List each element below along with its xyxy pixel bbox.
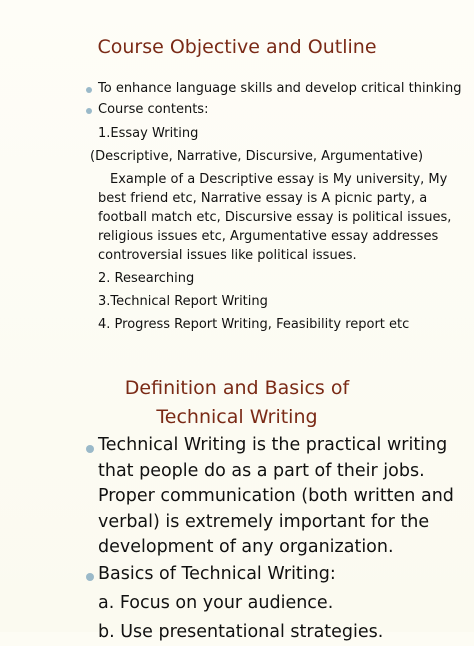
essay-types: (Descriptive, Narrative, Discursive, Argumentative) [90,149,424,164]
bullet-icon [86,445,94,453]
content-item-researching: 2. Researching [98,271,195,286]
slide-technical-writing [0,362,474,642]
bullet-icon [86,108,92,114]
point-focus-audience: a. Focus on your audience. [98,593,334,613]
content-item-technical-report: 3.Technical Report Writing [98,294,268,309]
slide-title-line: Technical Writing [156,406,318,428]
objective-bullet: To enhance language skills and develop critical thinking [98,81,462,96]
slide-title-line: Definition and Basics of [124,377,350,399]
basics-heading: Basics of Technical Writing: [98,564,336,584]
bullet-icon [86,573,94,581]
content-item-essay-writing: 1.Essay Writing [98,126,199,141]
content-item-progress-report: 4. Progress Report Writing, Feasibility report etc [98,317,410,332]
point-presentational-strategies: b. Use presentational strategies. [98,622,384,642]
essay-example-paragraph: Example of a Descriptive essay is My university, My best friend etc, Narrative essay is A picnic party, a football match etc, Discursive essay is political issues, religious issues etc, Argumentative essay addresses controversial issues like political issues. [98,172,452,263]
course-contents-bullet: Course contents: [98,102,209,117]
bullet-icon [86,87,92,93]
definition-paragraph: Technical Writing is the practical writing that people do as a part of their jobs. Proper communication (both written and verbal) is extremely important for the development of any organization. [98,435,454,557]
slide-title [0,374,474,432]
slide-title: Course Objective and Outline [97,36,377,58]
